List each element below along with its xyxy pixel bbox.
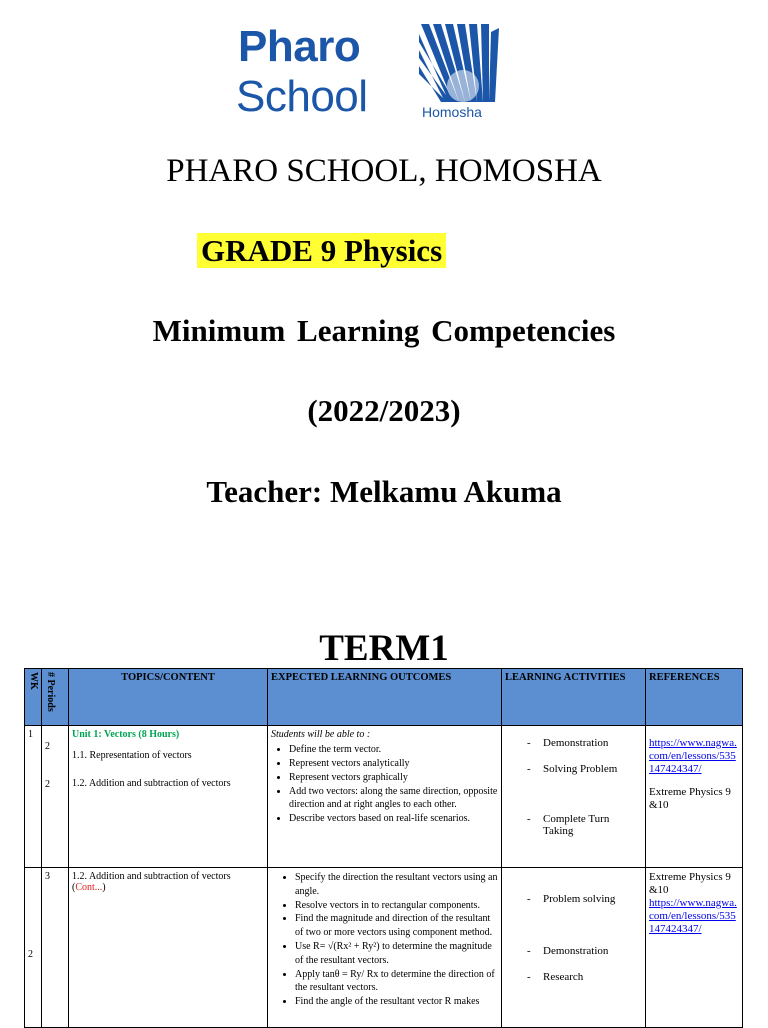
academic-year: (2022/2023) [307,393,461,428]
school-logo [236,20,501,122]
header-periods [42,669,69,726]
outcomes-cell [268,726,502,868]
header-activities: LEARNING ACTIVITIES [502,669,646,726]
week-cell [25,868,42,1028]
grade-label: GRADE 9 Physics [197,233,446,268]
activities-list [505,893,642,983]
topic-item: 1.2. Addition and subtraction of vectors [72,871,231,882]
periods-cell: 3 [42,868,69,1028]
outcomes-list [271,871,498,1009]
activities-list [505,737,642,837]
document-title: Minimum Learning Competencies [152,313,616,348]
topic-cont: (Cont...) [72,882,106,893]
reference-text: Extreme Physics 9 &10 [649,871,731,896]
list-item: - Demonstration [527,737,642,749]
outcomes-intro: Students will be able to : [271,729,371,740]
teacher-name: Teacher: Melkamu Akuma [206,474,562,509]
list-item: • Add two vectors: along the same direction, opposite direction and at right angles to each other. [289,785,498,811]
list-item: • Describe vectors based on real-life scenarios. [289,812,498,825]
topic-cell [69,868,268,1028]
table-row [25,726,743,868]
list-item: • Resolve vectors in to rectangular components. [295,899,498,913]
outcomes-list [271,743,498,825]
activities-cell [502,726,646,868]
school-name: PHARO SCHOOL, HOMOSHA [166,153,602,189]
logo-sunburst-icon [419,24,499,104]
week-cell: 1 [25,726,42,868]
topic-item: 1.1. Representation of vectors [72,750,192,761]
cont-label: Cont... [75,882,103,893]
logo-word-school: School [236,72,368,121]
logo-word-pharo: Pharo [238,22,361,71]
unit-title: Unit 1: Vectors (8 Hours) [72,729,180,740]
list-item: • Find the angle of the resultant vector R makes [295,995,498,1009]
list-item: - Complete Turn Taking [527,813,613,837]
table-row [25,868,743,1028]
header-wk-label: WK [28,672,39,690]
activities-cell [502,868,646,1028]
list-item: • Apply tanθ = Ry/ Rx to determine the direction of the resultant vectors. [295,968,498,996]
header-periods-label: # Periods [45,672,56,712]
header-references: REFERENCES [646,669,743,726]
reference-text: Extreme Physics 9 &10 [649,786,731,811]
list-item: • Define the term vector. [289,743,498,756]
list-item: - Problem solving [527,893,642,905]
references-cell [646,726,743,868]
competency-table [24,668,743,1028]
periods-value: 2 [45,779,50,790]
week-value: 2 [28,949,33,960]
header-outcomes: EXPECTED LEARNING OUTCOMES [268,669,502,726]
list-item: • Use R= √(Rx² + Ry²) to determine the magnitude of the resultant vectors. [295,940,498,968]
reference-link[interactable]: https://www.nagwa.com/en/lessons/535147424347/ [649,737,737,775]
list-item: • Represent vectors analytically [289,757,498,770]
outcomes-cell [268,868,502,1028]
grade-heading [197,233,446,269]
header-topics: TOPICS/CONTENT [69,669,268,726]
term-heading: TERM1 [319,628,449,669]
header-wk [25,669,42,726]
logo-subtitle: Homosha [422,104,482,120]
list-item: • Specify the direction the resultant vectors using an angle. [295,871,498,899]
list-item: - Demonstration [527,945,642,957]
list-item: • Represent vectors graphically [289,771,498,784]
periods-cell [42,726,69,868]
reference-link[interactable]: https://www.nagwa.com/en/lessons/535147424347/ [649,897,737,935]
references-cell [646,868,743,1028]
list-item: - Research [527,971,642,983]
list-item: • Find the magnitude and direction of the resultant of two or more vectors using component method. [295,912,498,940]
list-item: - Solving Problem [527,763,642,775]
periods-value: 2 [45,741,50,752]
topic-cell [69,726,268,868]
topic-item: 1.2. Addition and subtraction of vectors [72,778,231,789]
table-header-row [25,669,743,726]
